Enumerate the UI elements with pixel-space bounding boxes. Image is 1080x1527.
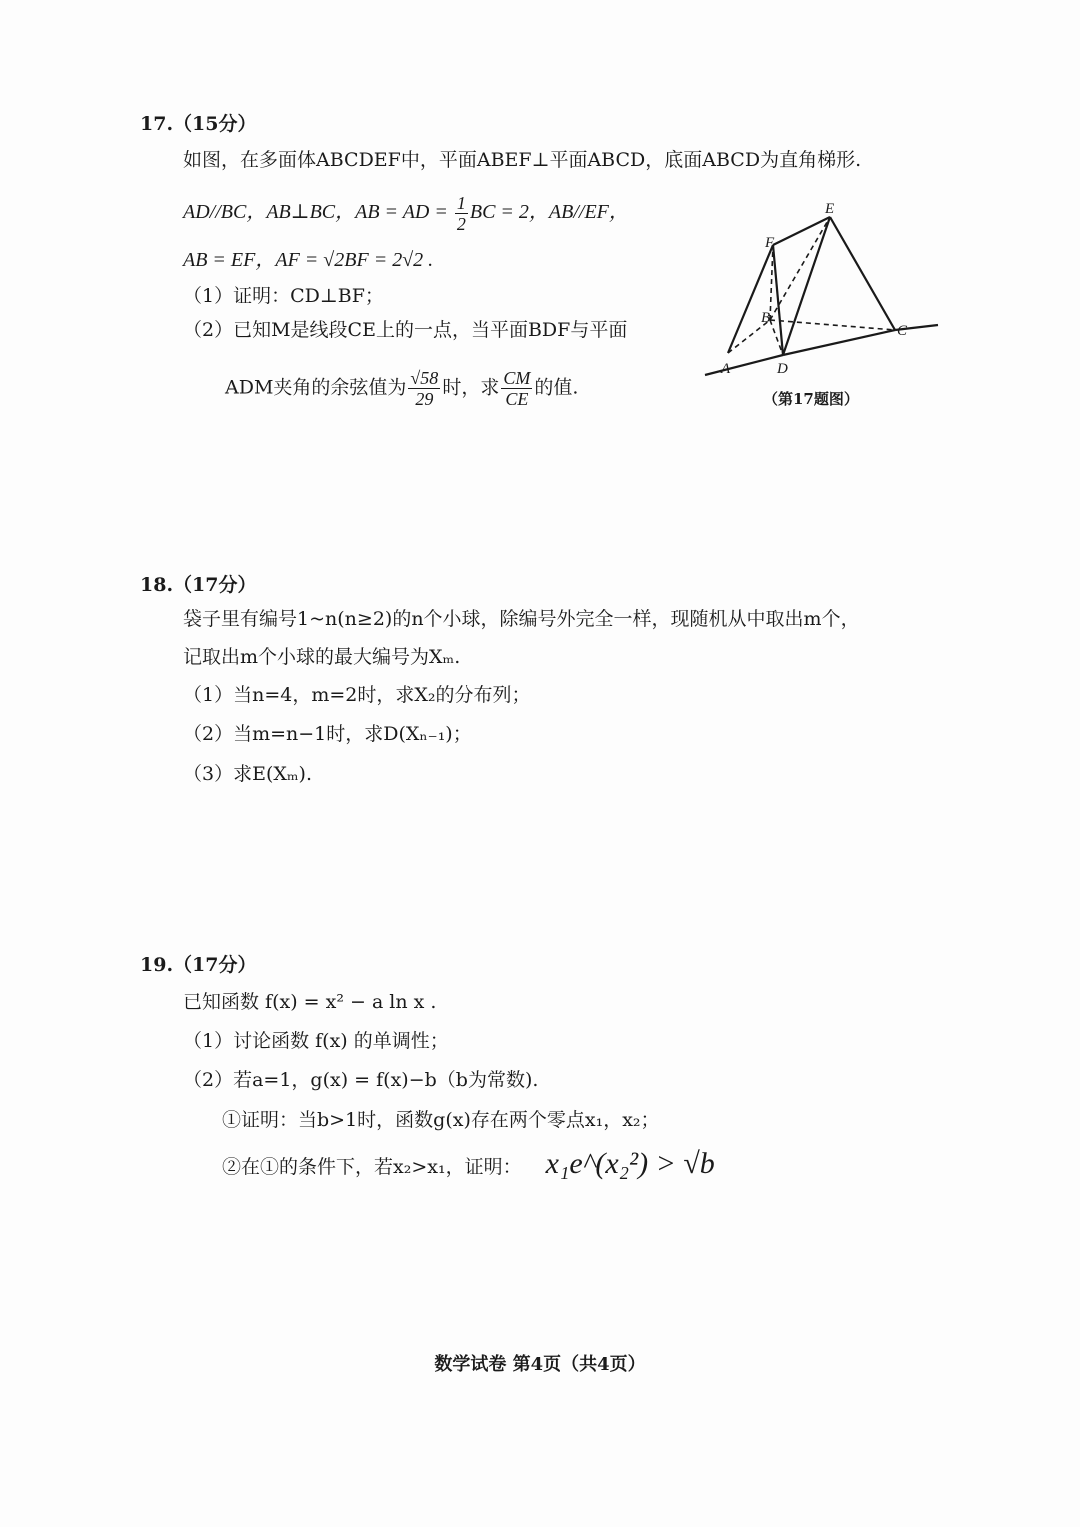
q17-frac-num: 1 — [456, 193, 466, 213]
q17-part2-cont-b: 时，求 — [442, 376, 500, 399]
label-C: C — [897, 323, 908, 339]
q17-fraction-half — [455, 193, 468, 234]
q19-line1: 已知函数 f(x) = x² − a ln x . — [183, 991, 437, 1013]
q17-frac-cos-num: √58 — [410, 368, 439, 388]
q17-polyhedron-figure — [695, 195, 945, 415]
q17-fraction-cm-ce — [501, 368, 532, 409]
label-A: A — [721, 361, 731, 377]
q19-part2-2-text: ②在①的条件下，若x₂>x₁，证明： — [222, 1156, 522, 1178]
q17-line2-b: BC = 2，AB//EF， — [469, 201, 629, 224]
q18-part1: （1）当n=4，m=2时，求X₂的分布列； — [183, 684, 531, 706]
edge-BF — [770, 245, 773, 320]
q19-part1: （1）讨论函数 f(x) 的单调性； — [183, 1030, 449, 1052]
q18-line2: 记取出m个小球的最大编号为Xₘ. — [183, 646, 461, 668]
q19-part2: （2）若a=1，g(x) = f(x)−b（b为常数). — [183, 1069, 539, 1091]
q17-part2-cont-a: ADM夹角的余弦值为 — [225, 376, 407, 399]
edge-EC — [830, 217, 895, 330]
edge-FD — [773, 245, 783, 355]
q17-frac-cos-den: 29 — [415, 389, 434, 409]
q18-heading: 18.（17分） — [140, 574, 257, 596]
page-footer: 数学试卷 第4页（共4页） — [434, 1354, 646, 1375]
q18-part3: （3）求E(Xₘ). — [183, 763, 313, 785]
label-D: D — [777, 361, 788, 377]
q17-fraction-cos — [408, 368, 440, 409]
q19-inequality: x₁e^(x₂²) > √b — [545, 1147, 715, 1180]
q18-line1: 袋子里有编号1~n(n≥2)的n个小球，除编号外完全一样，现随机从中取出m个， — [183, 608, 860, 630]
edge-AF — [728, 245, 773, 353]
q17-line2 — [183, 193, 629, 234]
q18-part2: （2）当m=n−1时，求D(Xₙ₋₁)； — [183, 723, 472, 745]
edge-BC — [770, 320, 895, 330]
edge-DC — [783, 330, 895, 355]
q17-part2-cont-c: 的值. — [534, 376, 579, 399]
q17-frac-cm: CM — [503, 368, 531, 388]
label-E: E — [825, 201, 835, 217]
q17-part2-cont — [225, 368, 578, 409]
q19-part2-1: ①证明：当b>1时，函数g(x)存在两个零点x₁，x₂； — [222, 1109, 660, 1131]
edge-AD — [705, 355, 783, 375]
q17-part1: （1）证明：CD⊥BF； — [183, 285, 384, 307]
q17-part2: （2）已知M是线段CE上的一点，当平面BDF与平面 — [183, 319, 628, 341]
q17-heading: 17.（15分） — [140, 113, 257, 135]
q19-part2-2 — [222, 1147, 715, 1180]
q17-line1: 如图，在多面体ABCDEF中，平面ABEF⊥平面ABCD，底面ABCD为直角梯形. — [183, 149, 862, 171]
q19-heading: 19.（17分） — [140, 954, 257, 976]
label-F: F — [765, 235, 775, 251]
q17-frac-ce: CE — [505, 389, 529, 409]
label-B: B — [761, 310, 771, 326]
q17-figure-caption: （第17题图） — [763, 390, 859, 408]
q17-frac-den: 2 — [456, 214, 466, 234]
q17-line3: AB = EF，AF = √2BF = 2√2 . — [183, 249, 434, 271]
q17-line2-a: AD//BC，AB⊥BC，AB = AD = — [183, 201, 453, 224]
